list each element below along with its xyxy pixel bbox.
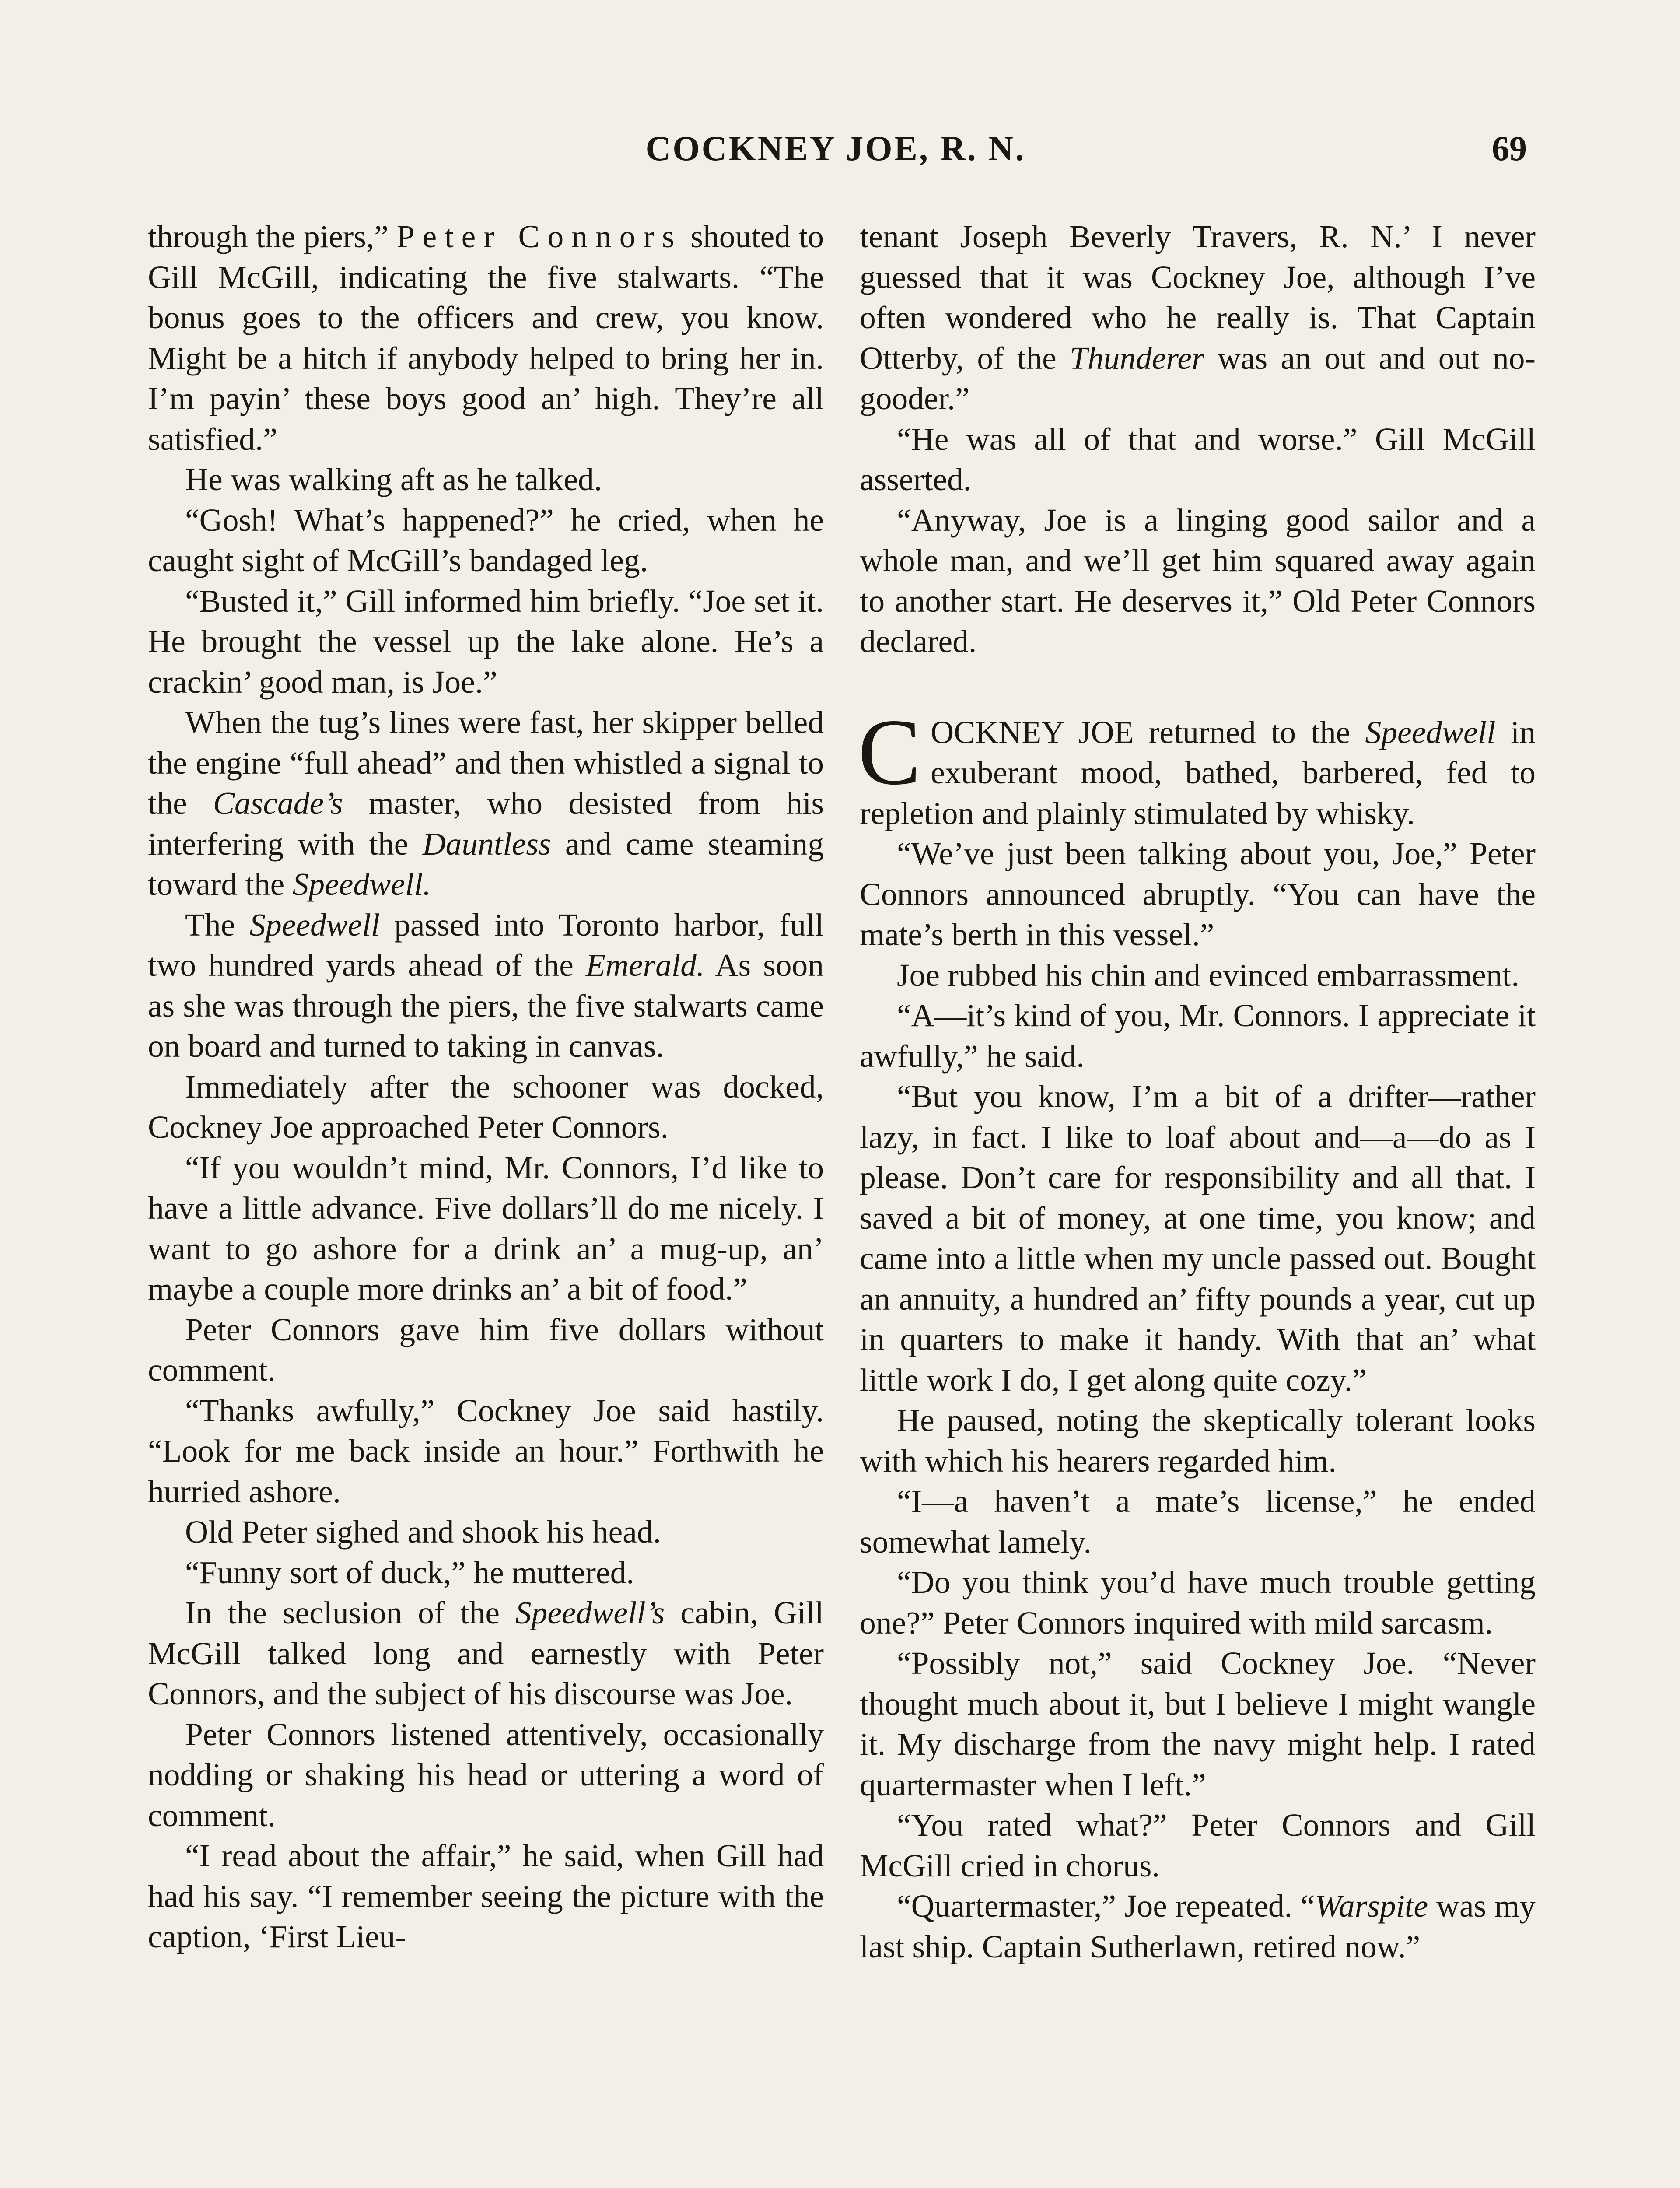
- paragraph: “You rated what?” Peter Connors and Gill McGill cried in chorus.: [860, 1807, 1536, 1883]
- section-opening-paragraph: COCKNEY JOE returned to the Speedwell in exuberant mood, bathed, barbered, fed to repletion and plainly stimulated by whisky.: [858, 699, 1536, 831]
- running-head: COCKNEY JOE, R. N.: [645, 130, 1026, 168]
- paragraph: “Possibly not,” said Cockney Joe. “Never thought much about it, but I believe I might wangle it. My discharge from the navy might help. I rated quartermaster when I left.”: [860, 1645, 1536, 1802]
- paragraph: tenant Joseph Beverly Travers, R. N.’ I never guessed that it was Cockney Joe, although I’ve often wondered who he really is. That Captain Otterby, of the Thunderer was an out and out no-gooder.”: [860, 219, 1536, 416]
- page-header: [144, 129, 1527, 177]
- paragraph: He was walking aft as he talked.: [185, 462, 602, 497]
- left-column: [148, 217, 824, 1957]
- paragraph: “Funny sort of duck,” he muttered.: [185, 1554, 634, 1590]
- paragraph: Peter Connors gave him five dollars without comment.: [148, 1311, 824, 1388]
- paragraph: “We’ve just been talking about you, Joe,” Peter Connors announced abruptly. “You can have the mate’s berth in this vessel.”: [860, 836, 1536, 952]
- paragraph: “Anyway, Joe is a linging good sailor and a whole man, and we’ll get him squared away again to another start. He deserves it,” Old Peter Connors declared.: [860, 502, 1536, 659]
- paragraph: He paused, noting the skeptically tolerant looks with which his hearers regarded him.: [860, 1403, 1536, 1479]
- paragraph: Immediately after the schooner was docked, Cockney Joe approached Peter Connors.: [148, 1069, 824, 1145]
- right-column: [860, 217, 1536, 1967]
- paragraph: When the tug’s lines were fast, her skipper belled the engine “full ahead” and then whistled a signal to the Cascade’s master, who desisted from his interfering with the Dauntless and came steaming toward the Speedwell.: [148, 705, 824, 902]
- paragraph: The Speedwell passed into Toronto harbor, full two hundred yards ahead of the Emerald. As soon as she was through the piers, the five stalwarts came on board and turned to taking in canvas.: [148, 907, 824, 1064]
- paragraph: “But you know, I’m a bit of a drifter—rather lazy, in fact. I like to loaf about and—a—do as I please. Don’t care for responsibility and all that. I saved a bit of money, at one time, you know; and came into a little when my uncle passed out. Bought an annuity, a hundred an’ fifty pounds a year, cut up in quarters to make it handy. With that an’ what little work I do, I get along quite cozy.”: [860, 1079, 1536, 1398]
- paragraph: Peter Connors listened attentively, occasionally nodding or shaking his head or uttering a word of comment.: [148, 1716, 824, 1833]
- paragraph: “I—a haven’t a mate’s license,” he ended somewhat lamely.: [860, 1483, 1536, 1560]
- paragraph: Old Peter sighed and shook his head.: [185, 1514, 662, 1550]
- paragraph: “A—it’s kind of you, Mr. Connors. I appreciate it awfully,” he said.: [860, 998, 1536, 1074]
- page-number: 69: [1492, 130, 1527, 168]
- paragraph: “He was all of that and worse.” Gill McGill asserted.: [860, 421, 1536, 497]
- paragraph: In the seclusion of the Speedwell’s cabin, Gill McGill talked long and earnestly with Peter Connors, and the subject of his discourse was Joe.: [148, 1595, 824, 1711]
- paragraph: Joe rubbed his chin and evinced embarrassment.: [897, 957, 1519, 993]
- drop-cap: C: [858, 699, 921, 804]
- paragraph: “Do you think you’d have much trouble getting one?” Peter Connors inquired with mild sarcasm.: [860, 1564, 1536, 1641]
- paragraph: “Quartermaster,” Joe repeated. “Warspite was my last ship. Captain Sutherlawn, retired now.”: [860, 1888, 1536, 1964]
- paragraph: “If you wouldn’t mind, Mr. Connors, I’d like to have a little advance. Five dollars’ll do me nicely. I want to go ashore for a drink an’ a mug-up, an’ maybe a couple more drinks an’ a bit of food.”: [148, 1150, 824, 1307]
- paragraph: “Busted it,” Gill informed him briefly. “Joe set it. He brought the vessel up the lake alone. He’s a crackin’ good man, is Joe.”: [148, 583, 824, 700]
- paragraph: “I read about the affair,” he said, when Gill had had his say. “I remember seeing the picture with the caption, ‘First Lieu-: [148, 1838, 824, 1954]
- paragraph: through the piers,” Peter Connors shouted to Gill McGill, indicating the five stalwarts. “The bonus goes to the officers and crew, you know. Might be a hitch if anybody helped to bring her in. I’m payin’ these boys good an’ high. They’re all satisfied.”: [148, 219, 824, 457]
- paragraph: “Gosh! What’s happened?” he cried, when he caught sight of McGill’s bandaged leg.: [148, 502, 824, 578]
- paragraph: “Thanks awfully,” Cockney Joe said hastily. “Look for me back inside an hour.” Forthwith he hurried ashore.: [148, 1392, 824, 1509]
